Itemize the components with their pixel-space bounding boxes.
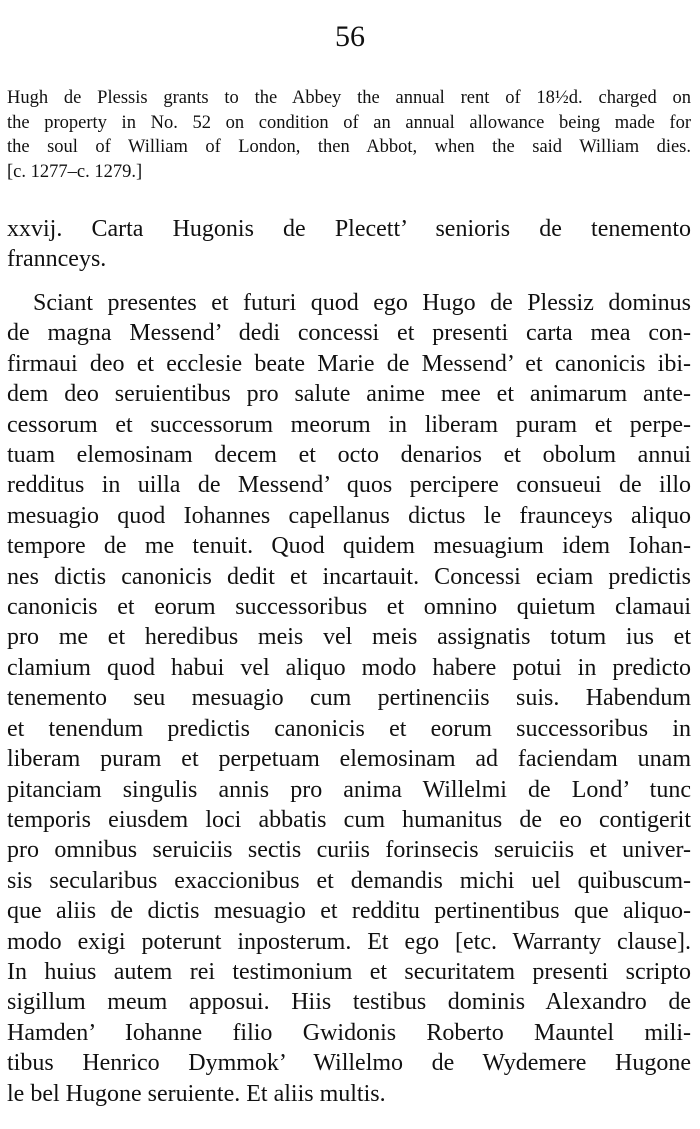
charter-line: liberam puram et perpetuam elemosinam ad faciendam unam	[7, 746, 691, 773]
charter-line: mesuagio quod Iohannes capellanus dictus le fraunceys aliquo	[7, 502, 691, 529]
charter-line: Sciant presentes et futuri quod ego Hugo de Plessiz dominus	[33, 290, 691, 316]
charter-line: clamium quod habui vel aliquo modo habere potui in predicto	[7, 654, 691, 681]
charter-line: Hamden’ Iohanne filio Gwidonis Roberto Mauntel mili-	[7, 1019, 691, 1046]
charter-line: canonicis et eorum successoribus et omnino quietum clamaui	[7, 594, 691, 621]
summary-line: Hugh de Plessis grants to the Abbey the annual rent of 18½d. charged on	[7, 88, 691, 108]
charter-line: In huius autem rei testimonium et securitatem presenti scripto	[7, 958, 691, 985]
page-number: 56	[335, 20, 365, 53]
heading-line: xxvij. Carta Hugonis de Plecett’ senioris de tenemento	[7, 216, 691, 242]
charter-line: de magna Messend’ dedi concessi et presenti carta mea con-	[7, 320, 691, 347]
charter-line: tibus Henrico Dymmok’ Willelmo de Wydemere Hugone	[7, 1050, 691, 1077]
charter-line: pro omnibus seruiciis sectis curiis forinsecis seruiciis et univer-	[7, 837, 691, 864]
charter-line: temporis eiusdem loci abbatis cum humanitus de eo contigerit	[7, 806, 691, 833]
charter-heading	[7, 214, 691, 274]
charter-line: dem deo seruientibus pro salute anime mee et animarum ante-	[7, 381, 691, 408]
summary-date: [c. 1277–c. 1279.]	[7, 161, 143, 182]
charter-line: que aliis de dictis mesuagio et redditu pertinentibus que aliquo-	[7, 898, 691, 925]
charter-text	[7, 288, 691, 1109]
charter-line: cessorum et successorum meorum in liberam puram et perpe-	[7, 411, 691, 438]
charter-line: tuam elemosinam decem et octo denarios et obolum annui	[7, 442, 691, 469]
charter-line: le bel Hugone seruiente. Et aliis multis.	[7, 1080, 386, 1107]
charter-line: et tenendum predictis canonicis et eorum successoribus in	[7, 715, 691, 742]
charter-line: tempore de me tenuit. Quod quidem mesuagium idem Iohan-	[7, 533, 691, 560]
charter-line: nes dictis canonicis dedit et incartauit. Concessi eciam predictis	[7, 563, 691, 590]
charter-line: modo exigi poterunt inposterum. Et ego [etc. Warranty clause].	[7, 928, 691, 955]
charter-line: redditus in uilla de Messend’ quos percipere consueui de illo	[7, 472, 691, 499]
heading-line: frannceys.	[7, 246, 107, 272]
charter-line: tenemento seu mesuagio cum pertinenciis suis. Habendum	[7, 685, 691, 712]
summary-line: the soul of William of London, then Abbot, when the said William dies.	[7, 137, 691, 157]
charter-line: pro me et heredibus meis vel meis assignatis totum ius et	[7, 624, 691, 651]
editorial-summary	[7, 86, 691, 184]
charter-line: firmaui deo et ecclesie beate Marie de Messend’ et canonicis ibi-	[7, 350, 691, 377]
summary-line: the property in No. 52 on condition of an annual allowance being made for	[7, 112, 691, 133]
charter-line: sigillum meum apposui. Hiis testibus dominis Alexandro de	[7, 989, 691, 1016]
charter-line: sis secularibus exaccionibus et demandis michi uel quibuscum-	[7, 867, 691, 894]
charter-line: pitanciam singulis annis pro anima Willelmi de Lond’ tunc	[7, 776, 691, 803]
